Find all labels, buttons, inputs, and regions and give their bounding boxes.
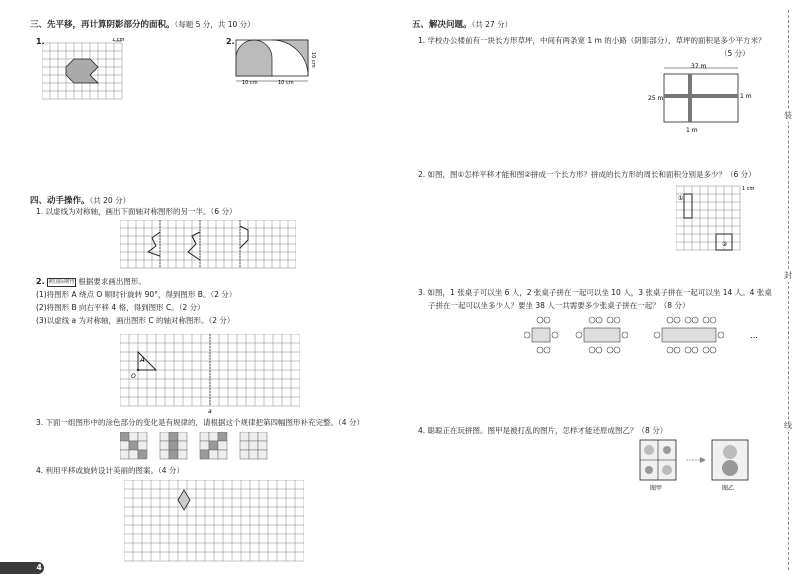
binding-strip <box>776 0 800 588</box>
s4-q2-sub-a: (1)将图形 A 绕点 O 顺时针旋转 90°，得到图形 B。（2 分） <box>36 290 237 299</box>
s4-q2-label-O: O <box>131 373 136 380</box>
s3-q2-figure <box>232 38 322 88</box>
s5-q1-text: 1. 学校办公楼前有一块长方形草坪，中间有两条宽 1 m 的小路（阴影部分），草坪的面积是多少平方米？ <box>418 36 766 45</box>
s5-q4-text: 4. 聪聪正在玩拼图。图甲是被打乱的图片，怎样才能还原成图乙？（8 分） <box>418 426 668 435</box>
s5-q1-dim-bottom: 1 m <box>686 127 698 134</box>
s4-q2-label-a: a <box>208 408 212 415</box>
section-5-note: （共 27 分） <box>471 20 513 29</box>
section-3-title <box>30 18 255 30</box>
s3-q1-figure <box>42 38 142 108</box>
s4-q3-text: 3. 下面一组图形中的涂色部分的变化是有规律的，请根据这个规律把第四幅图形补充完整。（4 分） <box>36 418 364 427</box>
s5-q2-text: 2. 如图，图①怎样平移才能和图②拼成一个长方形？拼成的长方形的周长和面积分别是多少？（6 分） <box>418 170 756 179</box>
s5-q2-figure-1 <box>684 194 692 218</box>
page-number: 4 <box>0 562 44 574</box>
s5-q4-figure <box>636 438 766 498</box>
binding-line <box>788 10 789 570</box>
section-3-note: （每题 5 分，共 10 分） <box>174 20 255 29</box>
s4-q2-tag: 跨国际期刊 <box>49 278 75 285</box>
s5-q1-score: （5 分） <box>720 49 750 58</box>
binding-char-1: 装 <box>781 110 795 122</box>
s5-q1-dim-right: 1 m <box>740 93 752 100</box>
s4-q2-sub-b: (2)将图形 B 向右平移 4 格，得到图形 C。（2 分） <box>36 303 205 312</box>
section-4-heading: 四、动手操作。 <box>30 196 90 206</box>
s4-q1-grid <box>120 220 296 270</box>
s4-q2-label-A: A <box>140 356 145 364</box>
section-3-heading: 三、先平移，再计算阴影部分的面积。 <box>30 20 175 30</box>
s5-q3-ellipsis: … <box>750 331 758 340</box>
s5-q2-unit: 1 cm <box>742 186 755 192</box>
binding-char-2: 封 <box>781 270 795 282</box>
s5-q2-label-2: ② <box>722 241 728 248</box>
s5-q3-line2: 子拼在一起可以坐多少人？要坐 38 人一共需要多少张桌子拼在一起？（8 分） <box>428 301 690 310</box>
s5-q2-label-1: ① <box>678 195 684 202</box>
s4-q4-text: 4. 利用平移或旋转设计美丽的图案。（4 分） <box>36 466 184 475</box>
s5-q2-grid <box>676 184 760 254</box>
s3-q1-number: 1. <box>36 37 45 46</box>
s3-q2-dim-right: 10 cm <box>278 80 294 86</box>
s4-q2-text <box>36 277 146 287</box>
s3-q2-dim-left: 10 cm <box>242 80 258 86</box>
s5-q1-dim-top: 37 m <box>691 63 707 70</box>
s5-q3-line1: 3. 如图，1 张桌子可以坐 6 人，2 张桌子拼在一起可以坐 10 人，3 张桌子拼在一起可以坐 14 人。4 张桌 <box>418 288 772 297</box>
s4-q2-number: 2. <box>36 277 45 286</box>
s4-q2-point-O <box>137 369 139 371</box>
s5-q1-figure <box>648 62 758 140</box>
s4-q1-text: 1. 以虚线为对称轴，画出下面轴对称图形的另一半。（6 分） <box>36 207 237 216</box>
s4-q2-grid <box>120 334 300 416</box>
s4-q2-sub-c: (3)以虚线 a 为对称轴，画出图形 C 的轴对称图形。（2 分） <box>36 316 235 325</box>
section-5-title <box>412 18 512 30</box>
s5-q1-path-horizontal <box>664 94 738 98</box>
s4-q1-half-shape-3 <box>240 226 248 248</box>
s3-q1-unit-label: 1 cm <box>112 38 125 43</box>
s3-q1-shaded-shape <box>66 59 98 83</box>
s3-q2-dim-side: 10 cm <box>310 52 316 68</box>
s3-q2-number: 2. <box>226 37 235 46</box>
section-4-note: （共 20 分） <box>89 196 131 205</box>
s3-q2-shaded-left <box>236 40 272 76</box>
s5-q1-dim-left: 25 m <box>648 95 664 102</box>
s4-q4-grid <box>124 480 304 562</box>
section-4-title <box>30 194 130 206</box>
s5-q4-label-yi: 图乙 <box>722 485 735 492</box>
s4-q3-pattern-row <box>120 432 290 462</box>
section-5-heading: 五、解决问题。 <box>412 20 472 30</box>
s4-q2-prompt: 根据要求画出图形。 <box>78 277 146 286</box>
s5-q3-tables-figure <box>524 316 764 356</box>
s5-q4-label-jia: 图甲 <box>650 485 663 492</box>
s3-q2-shaded-right <box>272 40 308 76</box>
binding-char-3: 线 <box>781 420 795 432</box>
